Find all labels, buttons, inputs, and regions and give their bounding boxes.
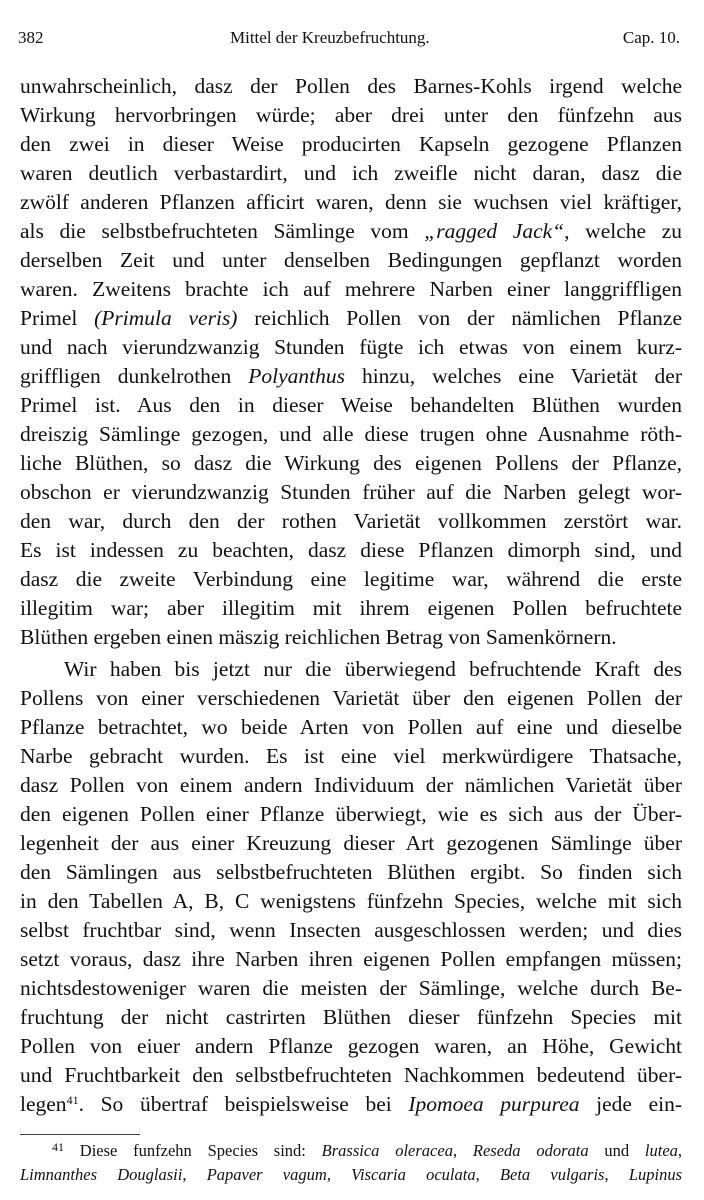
text-fragment: jede ein- (596, 1092, 683, 1116)
text-line: Wir haben bis jetzt nur die überwiegend befruchtende Kraft des (64, 657, 682, 681)
species-name: Limnanthes Douglasii (20, 1165, 183, 1184)
text-line: als die selbstbefruchteten Sämlinge vom „ragged Jack“, welche zu (20, 219, 682, 243)
text-line: den Sämlingen aus selbstbefruchteten Blüthen ergibt. So finden sich (20, 860, 682, 884)
footnote-reference: 41 (66, 1093, 79, 1107)
species-name: Lupinus (628, 1165, 683, 1184)
text-line: waren deutlich verbastardirt, und ich zweifle nicht daran, dasz die (20, 161, 682, 185)
text-fragment: So übertraf beispielsweise bei (100, 1092, 392, 1116)
text-line: derselben Zeit und unter denselben Bedingungen gepflanzt worden (20, 248, 682, 272)
text-line: in den Tabellen A, B, C wenigstens fünfzehn Species, welche mit sich (20, 889, 682, 913)
text-line: nichtsdestoweniger waren die meisten der Sämlinge, welche durch Be- (20, 976, 682, 1000)
text-line: dasz Pollen von einem andern Individuum der nämlichen Varietät über (20, 773, 682, 797)
text-line: den zwei in dieser Weise producirten Kapseln gezogene Pflanzen (20, 132, 682, 156)
text-line: und Fruchtbarkeit den selbstbefruchteten Nachkommen bedeutend über- (20, 1063, 682, 1087)
text-line: griffligen dunkelrothen Polyanthus hinzu, welches eine Varietät der (20, 364, 682, 388)
text-line: Primel (Primula veris) reichlich Pollen von der nämlichen Pflanze (20, 306, 682, 330)
text-line: dreiszig Sämlinge gezogen, und alle diese trugen ohne Ausnahme röth- (20, 422, 682, 446)
text-line: Pflanze betrachtet, wo beide Arten von Pollen auf eine und dieselbe (20, 715, 682, 739)
text-fragment: legen (20, 1092, 67, 1116)
text-line: Primel ist. Aus den in dieser Weise behandelten Blüthen wurden (20, 393, 682, 417)
species-name: Papaver vagum (206, 1165, 327, 1184)
italic-term: „ragged Jack“ (424, 219, 565, 243)
footnote-line: $^{41}$ Diese funfzehn Species sind: Brassica oleracea, Reseda odorata und lutea, (52, 1140, 683, 1160)
italic-term: Polyanthus (248, 364, 345, 388)
text-line: Blüthen ergeben einen mäszig reichlichen Betrag von Samenkörnern. (20, 625, 617, 649)
text-line: Narbe gebracht wurden. Es ist eine viel merkwürdigere Thatsache, (20, 744, 682, 768)
text-line: den war, durch den der rothen Varietät vollkommen zerstört war. (20, 509, 682, 533)
species-name: Viscaria oculata (351, 1165, 476, 1184)
footnote-line: Limnanthes Douglasii, Papaver vagum, Viscaria oculata, Beta vulgaris, Lupinus (20, 1165, 683, 1184)
page-number: 382 (18, 28, 44, 47)
footnote-marker: 41 (52, 1140, 64, 1154)
species-name: lutea (644, 1141, 678, 1160)
running-title: Mittel der Kreuzbefruchtung. (230, 28, 430, 47)
text-line: selbst fruchtbar sind, wenn Insecten ausgeschlossen werden; und dies (20, 918, 682, 942)
text-line: obschon er vierundzwanzig Stunden früher auf die Narben gelegt wor- (20, 480, 682, 504)
text-line: und nach vierundzwanzig Stunden fügte ich etwas von einem kurz- (20, 335, 682, 359)
text-line: Es ist indessen zu beachten, dasz diese Pflanzen dimorph sind, und (20, 538, 682, 562)
chapter-label: Cap. 10. (622, 28, 680, 47)
species-name: Brassica oleracea (321, 1141, 453, 1160)
footnote-conjunction: und (604, 1141, 630, 1160)
text-line: fruchtung der nicht castrirten Blüthen dieser fünfzehn Species mit (20, 1005, 682, 1029)
text-line: Pollen von eiuer andern Pflanze gezogen waren, an Höhe, Gewicht (20, 1034, 682, 1058)
text-line: liche Blüthen, so dasz die Wirkung des eigenen Pollens der Pflanze, (20, 451, 682, 475)
text-line: zwölf anderen Pflanzen afficirt waren, denn sie wuchsen viel kräftiger, (20, 190, 682, 214)
text-line: legen$^{41}$. So übertraf beispielsweise bei Ipomoea purpurea jede ein- (20, 1092, 683, 1116)
text-line: waren. Zweitens brachte ich auf mehrere Narben einer langgriffligen (20, 277, 682, 301)
species-name: Beta vulgaris (499, 1165, 605, 1184)
species-name: Reseda odorata (472, 1141, 589, 1160)
text-line: unwahrscheinlich, dasz der Pollen des Barnes-Kohls irgend welche (20, 74, 682, 98)
text-line: Pollens von einer verschiedenen Varietät über den eigenen Pollen der (20, 686, 682, 710)
text-line: illegitim war; aber illegitim mit ihrem eigenen Pollen befruchtete (20, 596, 682, 620)
text-line: dasz die zweite Verbindung eine legitime war, während die erste (20, 567, 682, 591)
text-line: setzt voraus, dasz ihre Narben ihren eigenen Pollen empfangen müssen; (20, 947, 682, 971)
italic-term: (Primula veris) (94, 306, 238, 330)
italic-term: Ipomoea purpurea (408, 1092, 580, 1116)
footnote-rule (20, 1134, 140, 1135)
text-line: Wirkung hervorbringen würde; aber drei unter den fünfzehn aus (20, 103, 682, 127)
text-line: den eigenen Pollen einer Pflanze überwiegt, wie es sich aus der Über- (20, 802, 682, 826)
text-line: legenheit der aus einer Kreuzung dieser Art gezogenen Sämlinge über (20, 831, 682, 855)
footnote-intro: Diese funfzehn Species sind: (79, 1141, 306, 1160)
